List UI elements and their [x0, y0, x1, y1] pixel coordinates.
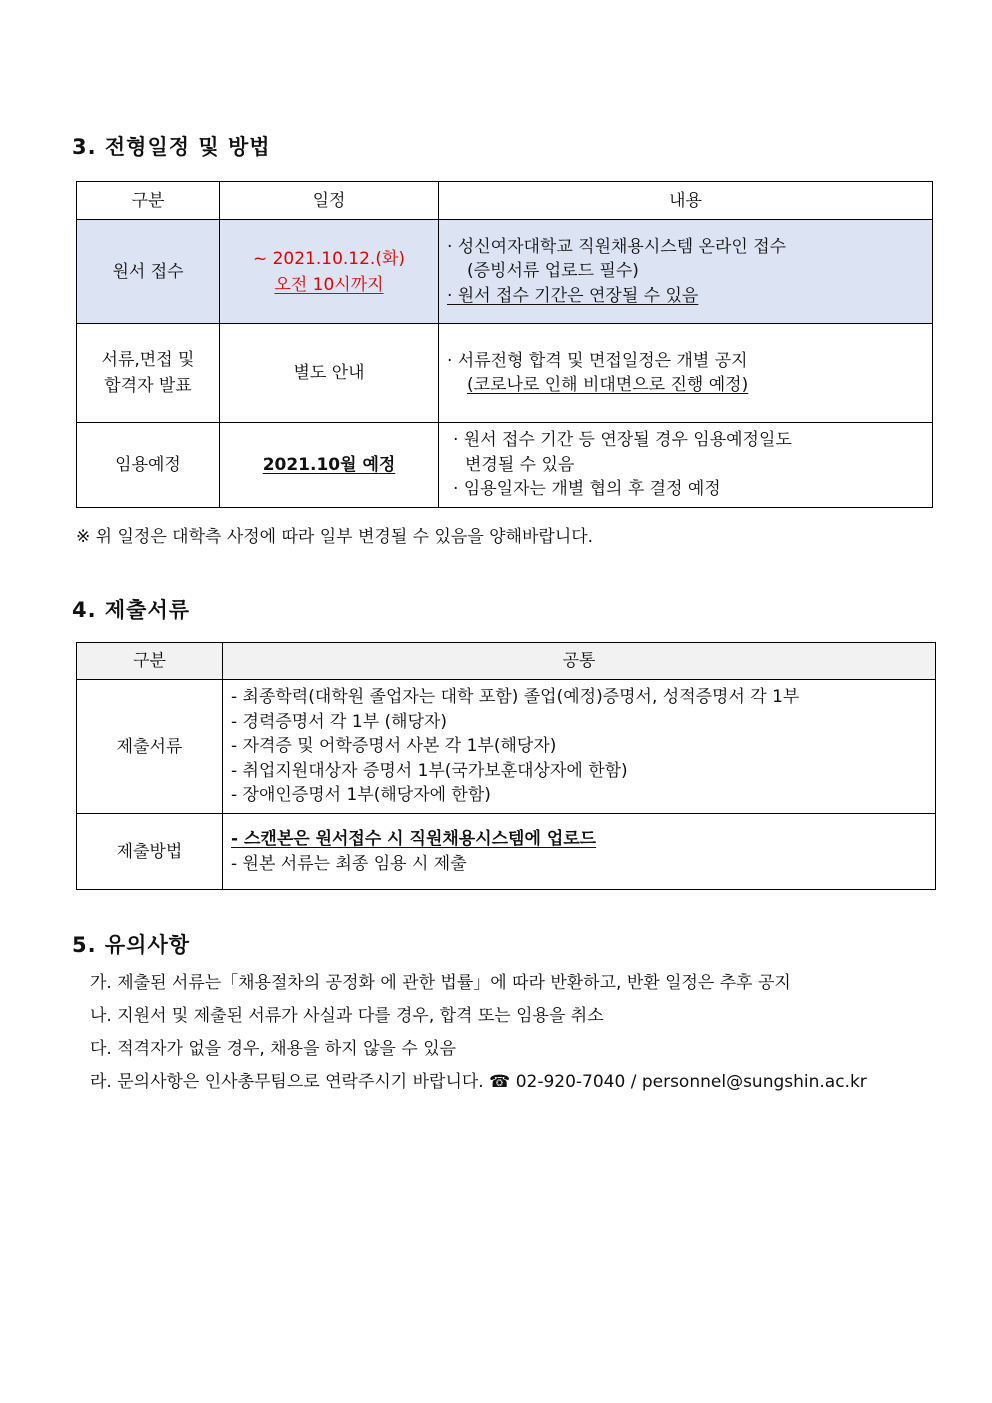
row-schedule	[220, 423, 439, 508]
content-line: · 원서 접수 기간 등 연장될 경우 임용예정일도	[453, 430, 792, 451]
content-line: (코로나로 인해 비대면으로 진행 예정)	[467, 375, 749, 395]
caution-list	[90, 967, 867, 1099]
table-row	[77, 324, 933, 423]
schedule-table-header	[77, 182, 933, 220]
document-item: - 취업지원대상자 증명서 1부(국가보훈대상자에 한함)	[231, 760, 628, 781]
document-item: - 경력증명서 각 1부 (해당자)	[231, 711, 448, 732]
schedule-date: ~ 2021.10.12.(화)	[252, 248, 406, 269]
header-content: 내용	[439, 182, 933, 220]
content-line: · 성신여자대학교 직원채용시스템 온라인 접수	[447, 236, 787, 257]
content-line: · 임용일자는 개별 협의 후 결정 예정	[453, 479, 721, 500]
category-line: 서류,면접 및	[101, 350, 195, 370]
content-line: · 서류전형 합격 및 면접일정은 개별 공지	[447, 350, 748, 371]
caution-item: 나. 지원서 및 제출된 서류가 사실과 다를 경우, 합격 또는 임용을 취소	[90, 1006, 604, 1026]
document-item: - 장애인증명서 1부(해당자에 한함)	[231, 785, 491, 806]
header-category: 구분	[77, 182, 220, 220]
category-line: 합격자 발표	[104, 376, 192, 396]
document-item: - 자격증 및 어학증명서 사본 각 1부(해당자)	[231, 736, 557, 757]
section-3-title: 3. 전형일정 및 방법	[72, 135, 271, 159]
row-content	[439, 423, 933, 508]
table-row	[77, 220, 933, 324]
content-line: 변경될 수 있음	[465, 454, 575, 475]
section-5-title: 5. 유의사항	[72, 933, 191, 957]
appointment-date: 2021.10월 예정	[262, 455, 396, 475]
table-row	[77, 814, 936, 890]
row-category	[77, 324, 220, 423]
table-row	[77, 423, 933, 508]
document-item: - 최종학력(대학원 졸업자는 대학 포함) 졸업(예정)증명서, 성적증명서 각 1부	[231, 687, 800, 708]
method-item: - 스캔본은 원서접수 시 직원채용시스템에 업로드	[231, 829, 597, 849]
documents-table-header	[77, 643, 936, 680]
content-line: (증빙서류 업로드 필수)	[467, 261, 639, 282]
row-category: 원서 접수	[77, 220, 220, 324]
method-item: - 원본 서류는 최종 임용 시 제출	[231, 853, 467, 874]
documents-table	[76, 642, 936, 890]
row-items	[223, 814, 936, 890]
header-common: 공통	[223, 643, 936, 680]
row-category: 임용예정	[77, 423, 220, 508]
row-category: 제출서류	[77, 680, 223, 814]
caution-item: 가. 제출된 서류는「채용절차의 공정화 에 관한 법률」에 따라 반환하고, 반환 일정은 추후 공지	[90, 973, 791, 993]
schedule-note: ※ 위 일정은 대학측 사정에 따라 일부 변경될 수 있음을 양해바랍니다.	[76, 527, 594, 547]
caution-item: 다. 적격자가 없을 경우, 채용을 하지 않을 수 있음	[90, 1039, 457, 1059]
schedule-table	[76, 181, 933, 508]
content-line: · 원서 접수 기간은 연장될 수 있음	[447, 285, 699, 306]
row-schedule	[220, 220, 439, 324]
header-schedule: 일정	[220, 182, 439, 220]
row-content	[439, 324, 933, 423]
header-category: 구분	[77, 643, 223, 680]
caution-item: 라. 문의사항은 인사총무팀으로 연락주시기 바랍니다. ☎ 02-920-7040 / personnel@sungshin.ac.kr	[90, 1072, 867, 1092]
row-category: 제출방법	[77, 814, 223, 890]
section-4-title: 4. 제출서류	[72, 598, 191, 622]
schedule-time: 오전 10시까지	[274, 274, 384, 295]
table-row	[77, 680, 936, 814]
row-content	[439, 220, 933, 324]
row-items	[223, 680, 936, 814]
row-schedule: 별도 안내	[220, 324, 439, 423]
